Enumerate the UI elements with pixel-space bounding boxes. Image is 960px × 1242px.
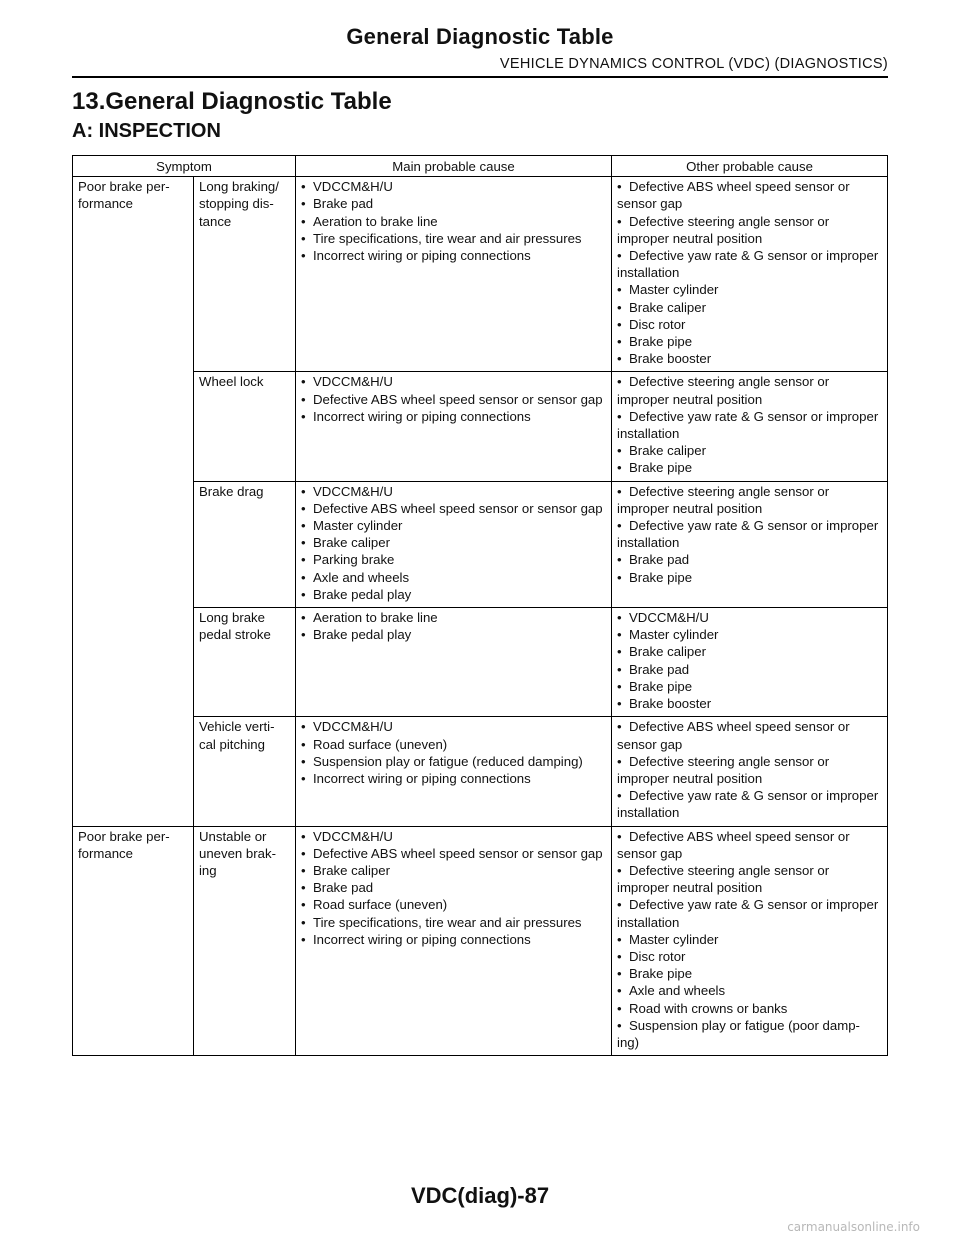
table-body (73, 177, 888, 1056)
cause-item: • Brake pedal play (301, 586, 606, 603)
header-divider (72, 76, 888, 78)
cause-item: • Disc rotor (617, 316, 882, 333)
cause-item: • Brake pad (617, 661, 882, 678)
sub-symptom-cell: Unstable or uneven brak- ing (194, 826, 296, 1056)
cause-item: • Incorrect wiring or piping connections (301, 247, 606, 264)
table-row (73, 177, 888, 372)
page-header-subtitle: VEHICLE DYNAMICS CONTROL (VDC) (DIAGNOSTICS) (499, 56, 888, 72)
cause-item: • Road with crowns or banks (617, 1000, 882, 1017)
cause-item: • VDCCM&H/U (301, 373, 606, 390)
cause-item: • Defective steering angle sensor or improper neutral position (617, 213, 882, 247)
cause-item: • Defective ABS wheel speed sensor or sensor gap (301, 500, 606, 517)
other-cause-cell (612, 717, 888, 826)
sub-symptom-cell: Wheel lock (194, 372, 296, 481)
cause-item: • Defective steering angle sensor or improper neutral position (617, 862, 882, 896)
cause-item: • Defective steering angle sensor or improper neutral position (617, 373, 882, 407)
sub-symptom-cell: Long brake pedal stroke (194, 608, 296, 717)
table-row (73, 826, 888, 1056)
cause-item: • Defective ABS wheel speed sensor or sensor gap (617, 178, 882, 212)
cause-item: • Brake pad (617, 551, 882, 568)
cause-item: • Axle and wheels (301, 569, 606, 586)
cause-item: • Parking brake (301, 551, 606, 568)
watermark: carmanualsonline.info (787, 1220, 920, 1234)
other-cause-cell (612, 372, 888, 481)
cause-item: • Brake pipe (617, 333, 882, 350)
cause-item: • Brake caliper (617, 643, 882, 660)
table-row (73, 717, 888, 826)
page-header-title: General Diagnostic Table (346, 24, 614, 49)
cause-item: • Incorrect wiring or piping connections (301, 931, 606, 948)
cause-item: • Defective yaw rate & G sensor or improper installation (617, 896, 882, 930)
other-cause-cell (612, 826, 888, 1056)
cause-item: • Incorrect wiring or piping connections (301, 408, 606, 425)
other-cause-cell (612, 177, 888, 372)
cause-item: • VDCCM&H/U (301, 828, 606, 845)
cause-item: • Defective yaw rate & G sensor or improper installation (617, 247, 882, 281)
cause-item: • Disc rotor (617, 948, 882, 965)
cause-item: • Brake pipe (617, 569, 882, 586)
cause-item: • Road surface (uneven) (301, 736, 606, 753)
cause-item: • Aeration to brake line (301, 213, 606, 230)
table-row (73, 481, 888, 607)
main-cause-cell (296, 608, 612, 717)
cause-item: • Master cylinder (617, 626, 882, 643)
cause-item: • Brake pad (301, 195, 606, 212)
cause-item: • Brake caliper (301, 534, 606, 551)
cause-item: • Master cylinder (617, 931, 882, 948)
cause-item: • Brake caliper (617, 299, 882, 316)
symptom-cell: Poor brake per- formance (73, 177, 194, 826)
cause-item: • Defective yaw rate & G sensor or improper installation (617, 787, 882, 821)
section-subtitle: A: INSPECTION (72, 120, 221, 142)
main-cause-cell (296, 372, 612, 481)
cause-item: • Incorrect wiring or piping connections (301, 770, 606, 787)
cause-item: • Tire specifications, tire wear and air pressures (301, 230, 606, 247)
cause-item: • Brake caliper (617, 442, 882, 459)
cause-item: • Master cylinder (301, 517, 606, 534)
cause-item: • Brake pipe (617, 459, 882, 476)
cause-item: • Brake pad (301, 879, 606, 896)
cause-item: • Defective yaw rate & G sensor or improper installation (617, 517, 882, 551)
cause-item: • Defective ABS wheel speed sensor or sensor gap (617, 718, 882, 752)
other-cause-cell (612, 608, 888, 717)
cause-item: • Brake booster (617, 350, 882, 367)
sub-symptom-cell: Long braking/ stopping dis- tance (194, 177, 296, 372)
cause-item: • VDCCM&H/U (617, 609, 882, 626)
cause-item: • Master cylinder (617, 281, 882, 298)
table-row (73, 372, 888, 481)
cause-item: • Brake booster (617, 695, 882, 712)
cause-item: • Brake pipe (617, 965, 882, 982)
cause-item: • Defective ABS wheel speed sensor or sensor gap (301, 845, 606, 862)
cause-item: • Defective ABS wheel speed sensor or sensor gap (617, 828, 882, 862)
sub-symptom-cell: Vehicle verti- cal pitching (194, 717, 296, 826)
column-header-symptom: Symptom (73, 156, 296, 177)
cause-item: • VDCCM&H/U (301, 178, 606, 195)
section-title: 13.General Diagnostic Table (72, 88, 392, 115)
cause-item: • Axle and wheels (617, 982, 882, 999)
column-header-main-cause: Main probable cause (296, 156, 612, 177)
table-header-row (73, 156, 888, 177)
cause-item: • VDCCM&H/U (301, 718, 606, 735)
cause-item: • Tire specifications, tire wear and air pressures (301, 914, 606, 931)
cause-item: • VDCCM&H/U (301, 483, 606, 500)
cause-item: • Defective yaw rate & G sensor or improper installation (617, 408, 882, 442)
column-header-other-cause: Other probable cause (612, 156, 888, 177)
diagnostic-table (72, 155, 888, 1056)
table-row (73, 608, 888, 717)
cause-item: • Defective steering angle sensor or improper neutral position (617, 753, 882, 787)
page-number: VDC(diag)-87 (410, 1183, 550, 1208)
main-cause-cell (296, 481, 612, 607)
main-cause-cell (296, 826, 612, 1056)
cause-item: • Defective steering angle sensor or improper neutral position (617, 483, 882, 517)
sub-symptom-cell: Brake drag (194, 481, 296, 607)
cause-item: • Defective ABS wheel speed sensor or sensor gap (301, 391, 606, 408)
cause-item: • Brake pipe (617, 678, 882, 695)
other-cause-cell (612, 481, 888, 607)
main-cause-cell (296, 717, 612, 826)
cause-item: • Aeration to brake line (301, 609, 606, 626)
symptom-cell: Poor brake per- formance (73, 826, 194, 1056)
cause-item: • Suspension play or fatigue (poor damp- ing) (617, 1017, 882, 1051)
cause-item: • Brake caliper (301, 862, 606, 879)
cause-item: • Brake pedal play (301, 626, 606, 643)
cause-item: • Road surface (uneven) (301, 896, 606, 913)
main-cause-cell (296, 177, 612, 372)
cause-item: • Suspension play or fatigue (reduced damping) (301, 753, 606, 770)
